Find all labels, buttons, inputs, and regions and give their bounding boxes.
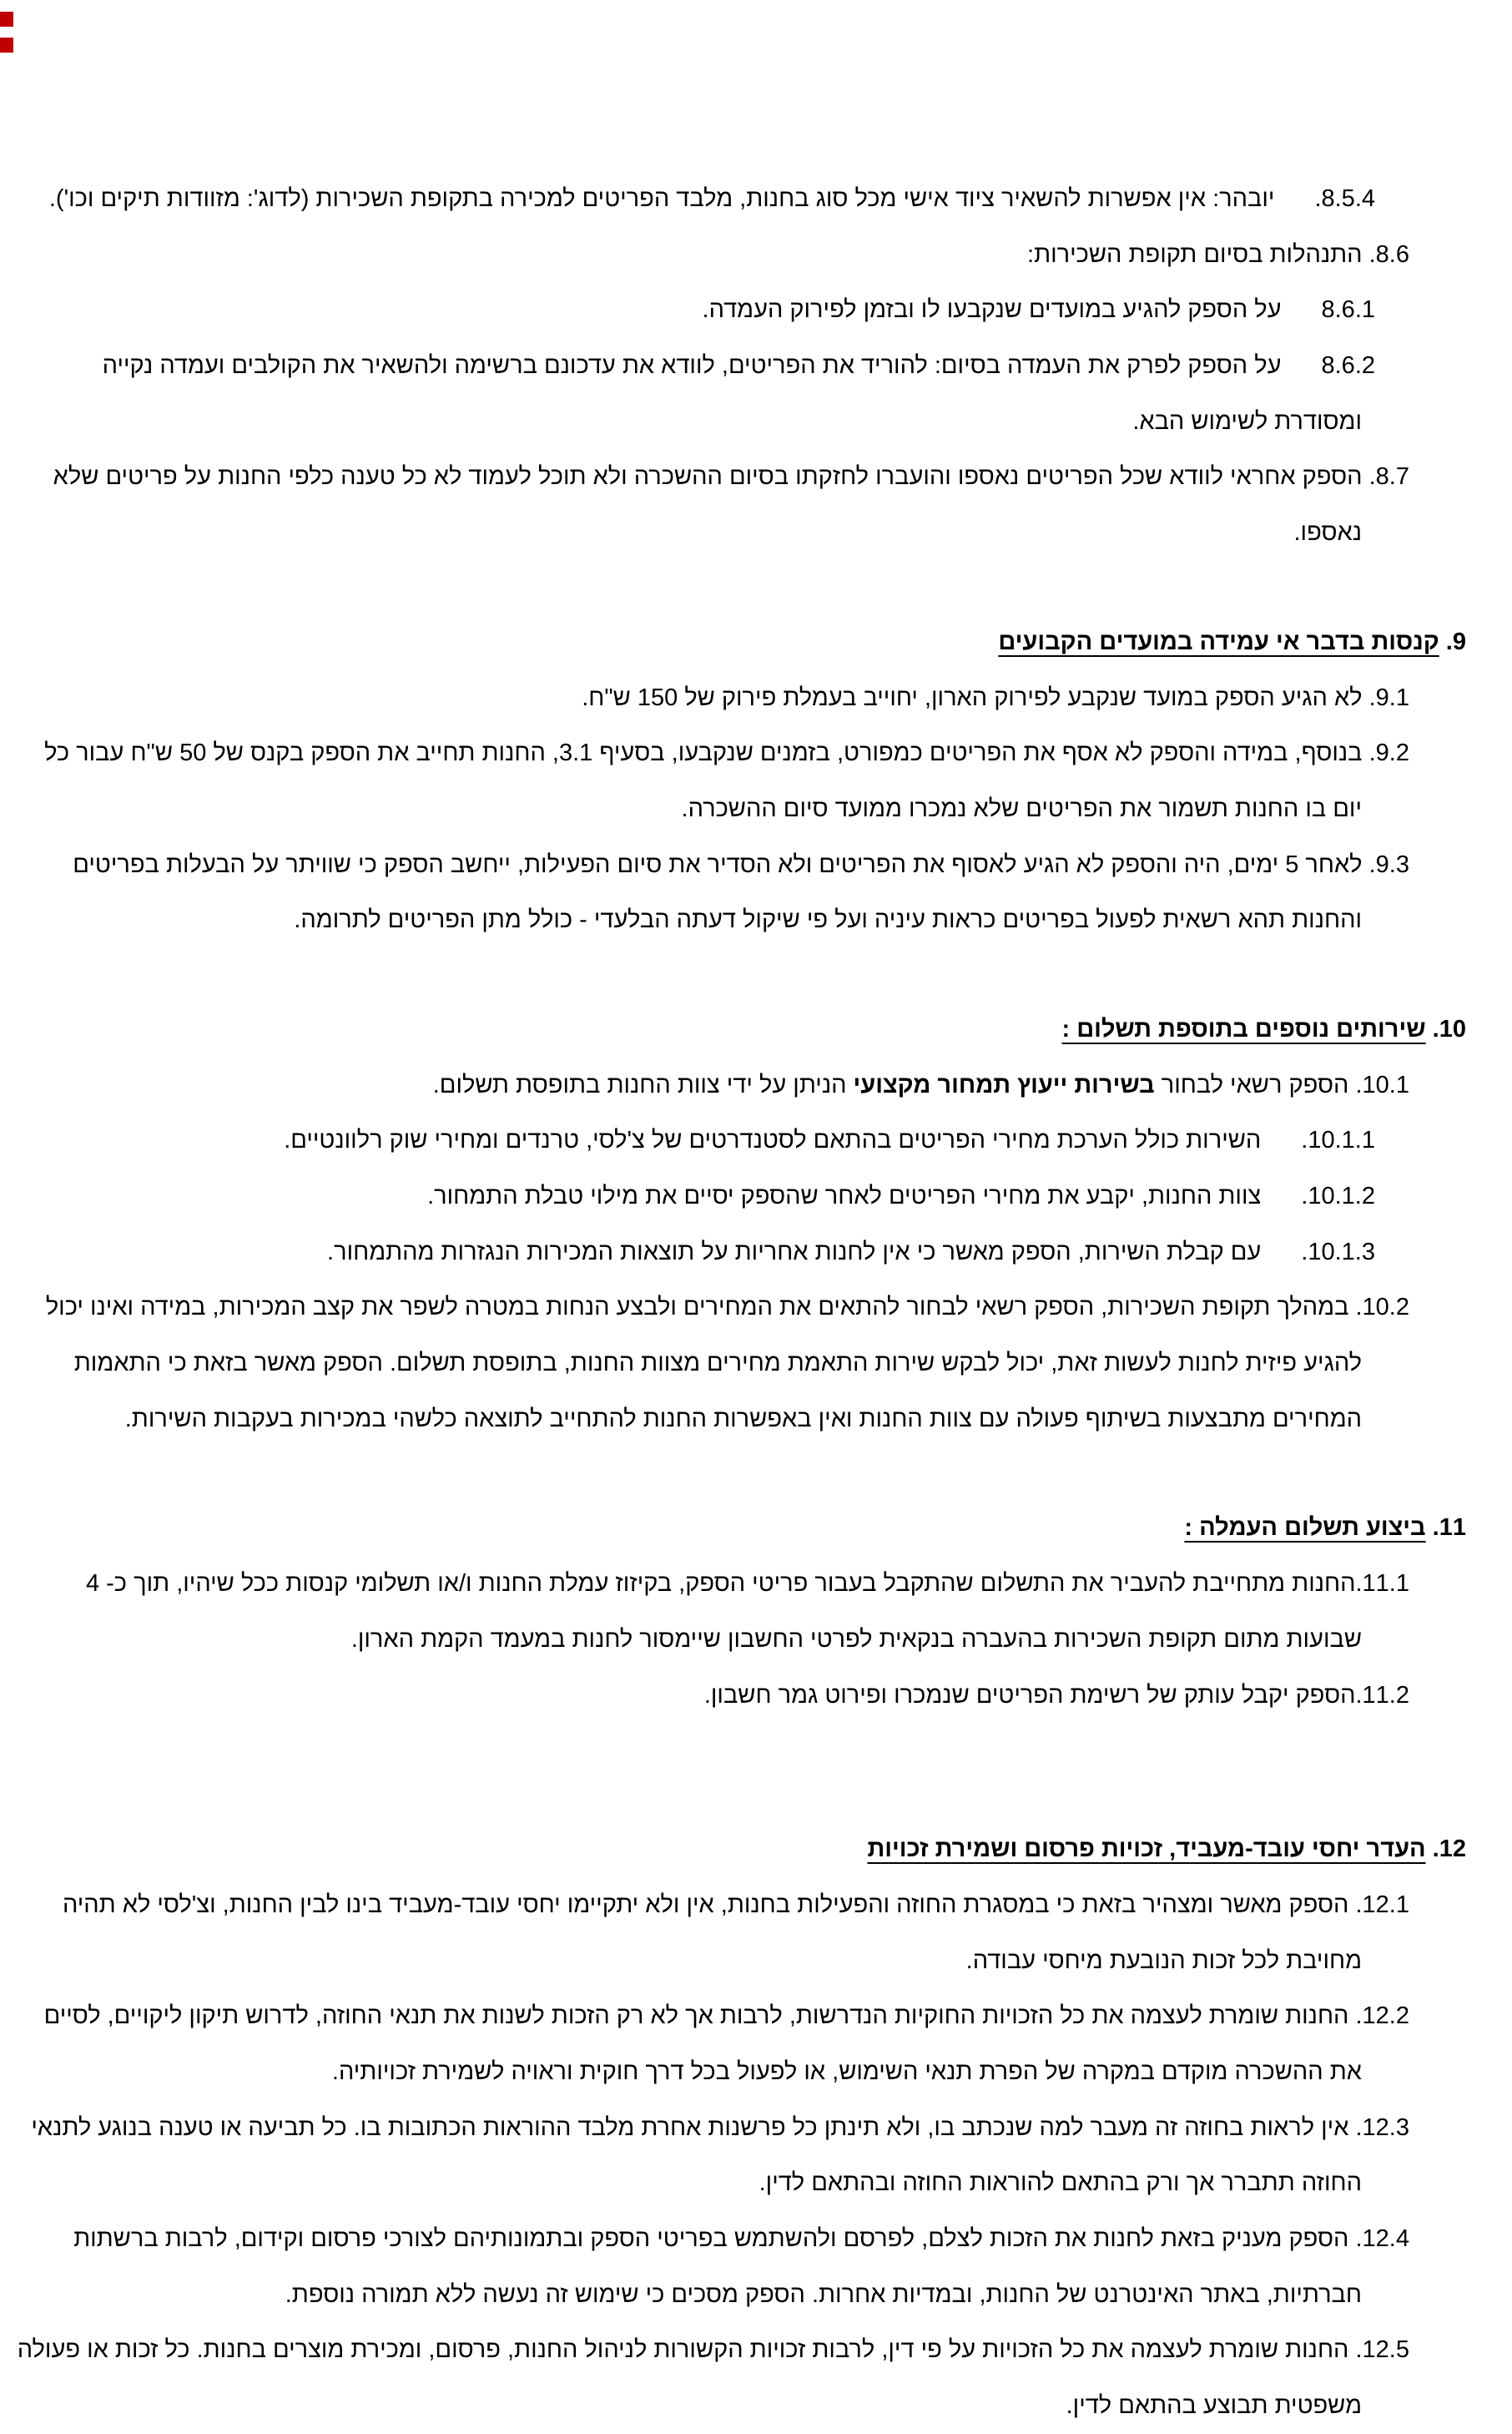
clause-10-2- [13,1280,1466,1447]
clause-number: 10.1.2. [1301,1183,1375,1209]
clause-10-1-3- [13,1225,1466,1280]
clause-text-pre: הספק רשאי לבחור [1154,1071,1349,1098]
clause-number: 10.1.3. [1301,1238,1375,1265]
section-header-12 [13,1821,1466,1877]
clause-number: 8.5.4. [1314,185,1375,212]
clause-8-6-1 [13,282,1466,338]
clause-number: 10.2. [1355,1294,1409,1321]
clause-number: 9.3. [1368,851,1409,878]
clause-number: 11.1. [1355,1570,1409,1598]
clause-number: 9.2. [1368,740,1409,767]
clause-text: לאחר 5 ימים, היה והספק לא הגיע לאסוף את הפריטים ולא הסדיר את סיום הפעילות, ייחשב הספק כי שוויתר על הבעלות בפריטים והחנות תהא רשאית לפעול בפריטים כראות עיניה ועל פי שיקול דעתה הבלעדי - כולל מתן הפריטים לתרומה. [73,851,1363,934]
clause-text: הספק מאשר ומצהיר בזאת כי במסגרת החוזה והפעילות בחנות, אין ולא יתקיימו יחסי עובד-מעביד בינו לבין החנות, וצ'לסי לא תהיה מחויבת לכל זכות הנובעת מיחסי עבודה. [62,1891,1362,1974]
clause-12-5- [13,2322,1466,2433]
clause-11-1- [13,1556,1466,1667]
clause-12-4- [13,2211,1466,2322]
clause-9-2- [13,725,1466,836]
clause-9-1- [13,670,1466,726]
clause-text: על הספק להגיע במועדים שנקבעו לו ובזמן לפירוק העמדה. [702,296,1282,324]
section-number: 11. [1432,1514,1466,1542]
section-number: 12. [1432,1836,1466,1863]
section-header-10 [13,1002,1466,1058]
clause-text: לא הגיע הספק במועד שנקבע לפירוק הארון, יחוייב בעמלת פירוק של 150 ש"ח. [582,684,1363,711]
clause-text: הספק מעניק בזאת לחנות את הזכות לצלם, לפרסם ולהשתמש בפריטי הספק ובתמונותיהם לצורכי פרסום וקידום, לרבות ברשתות חברתיות, באתר האינטרנט של החנות, ובמדיות אחרות. הספק מסכים כי שימוש זה נעשה ללא תמורה נוספת. [73,2225,1362,2308]
clause-text: החנות שומרת לעצמה את כל הזכויות על פי דין, לרבות זכויות הקשורות לניהול החנות, פרסום, ומכירת מוצרים בחנות. כל זכות או פעולה משפטית תבוצע בהתאם לדין. [17,2336,1362,2420]
clause-text: הספק אחראי לוודא שכל הפריטים נאספו והועברו לחזקתו בסיום ההשכרה ולא תוכל לעמוד לא כל טענה כלפי החנות על פריטים שלא נאספו. [53,463,1363,547]
clause-11-2- [13,1668,1466,1724]
clause-9-3- [13,837,1466,948]
clause-number: 11.2. [1355,1681,1409,1709]
clause-8-5-4- [13,171,1466,227]
red-edge-mark-2 [0,38,13,53]
clause-number: 8.6.1 [1321,296,1375,324]
clause-number: 12.4. [1355,2225,1409,2252]
clause-12-3- [13,2100,1466,2211]
section-header-11 [13,1500,1466,1556]
clause-text: במהלך תקופת השכירות, הספק רשאי לבחור להתאים את המחירים ולבצע הנחות במטרה לשפר את קצב המכירות, במידה ואינו יכול להגיע פיזית לחנות לעשות זאת, יכול לבקש שירות התאמת מחירים מצוות החנות, בתופסת תשלום. הספק מאשר בזאת כי התאמות המחירים מתבצעות בשיתוף פעולה עם צוות החנות ואין באפשרות החנות להתחייב לתוצאה כלשהי במכירות בעקבות השירות. [45,1294,1362,1432]
clause-number: 8.6.2 [1321,352,1375,380]
clause-number: 12.2. [1355,2002,1409,2030]
clause-number: 10.1. [1355,1071,1409,1098]
clause-text: בנוסף, במידה והספק לא אסף את הפריטים כמפורט, בזמנים שנקבעו, בסעיף 3.1, החנות תחייב את הספק בקנס של 50 ש"ח עבור כל יום בו החנות תשמור את הפריטים שלא נמכרו ממועד סיום ההשכרה. [44,740,1363,822]
clause-text: עם קבלת השירות, הספק מאשר כי אין לחנות אחריות על תוצאות המכירות הנגזרות מהתמחור. [327,1238,1262,1265]
clause-number: 8.6. [1368,240,1409,268]
clause-text: על הספק לפרק את העמדה בסיום: להוריד את הפריטים, לוודא את עדכונם ברשימה ולהשאיר את הקולבים ועמדה נקייה ומסודרת לשימוש הבא. [102,352,1362,435]
section-title: קנסות בדבר אי עמידה במועדים הקבועים [998,628,1439,655]
section-number: 10. [1432,1015,1466,1043]
clause-number: 12.5. [1355,2336,1409,2364]
section-title: ביצוע תשלום העמלה : [1184,1514,1426,1542]
clause-text: צוות החנות, יקבע את מחירי הפריטים לאחר שהספק יסיים את מילוי טבלת התמחור. [427,1183,1262,1209]
clause-10-1-2- [13,1169,1466,1225]
clause-text-bold: בשירות ייעוץ תמחור מקצועי [853,1071,1155,1098]
clause-text-post: הניתן על ידי צוות החנות בתופסת תשלום. [432,1071,854,1098]
clause-number: 12.1. [1355,1891,1409,1918]
clause-8-6-2 [13,338,1466,449]
section-header-9 [13,614,1466,670]
clause-text: יובהר: אין אפשרות להשאיר ציוד אישי מכל סוג בחנות, מלבד הפריטים למכירה בתקופת השכירות (לדוג': מזוודות תיקים וכו'). [48,185,1275,212]
clause-10-1- [13,1058,1466,1113]
clause-text: הספק יקבל עותק של רשימת הפריטים שנמכרו ופירוט גמר חשבון. [703,1681,1356,1709]
clause-10-1-1- [13,1113,1466,1169]
clause-text: החנות שומרת לעצמה את כל הזכויות החוקיות הנדרשות, לרבות אך לא רק הזכות לשנות את תנאי החוזה, לדרוש תיקון ליקויים, לסיים את ההשכרה מוקדם במקרה של הפרת תנאי השימוש, או לפעול בכל דרך חוקית וראויה לשמירת זכויותיה. [43,2002,1362,2085]
clause-text: החנות מתחייבת להעביר את התשלום שהתקבל בעבור פריטי הספק, בקיזוז עמלת החנות ו/או תשלומי קנסות ככל שיהיו, תוך כ- 4 שבועות מתום תקופת השכירות בהעברה בנקאית לפרטי החשבון שיימסור לחנות במעמד הקמת הארון. [85,1570,1362,1653]
red-edge-mark-1 [0,12,13,27]
section-number: 9. [1445,628,1466,655]
clause-number: 10.1.1. [1301,1127,1375,1154]
clause-12-1- [13,1877,1466,1988]
clause-text: השירות כולל הערכת מחירי הפריטים בהתאם לסטנדרטים של צ'לסי, טרנדים ומחירי שוק רלוונטיים. [284,1127,1262,1154]
section-title: שירותים נוספים בתוספת תשלום : [1061,1015,1426,1043]
clause-number: 8.7. [1368,463,1409,491]
clause-8-7- [13,449,1466,560]
clause-8-6- [13,227,1466,283]
clause-text: התנהלות בסיום תקופת השכירות: [1027,240,1363,268]
clause-number: 9.1. [1368,684,1409,711]
clause-text [433,1072,1349,1098]
clause-text: אין לראות בחוזה זה מעבר למה שנכתב בו, ולא תינתן כל פרשנות אחרת מלבד ההוראות הכתובות בו. כל תביעה או טענה בנוגע לתנאי החוזה תתברר אך ורק בהתאם להוראות החוזה ובהתאם לדין. [31,2113,1362,2197]
clause-number: 12.3. [1355,2113,1409,2141]
section-title: העדר יחסי עובד-מעביד, זכויות פרסום ושמירת זכויות [867,1836,1426,1863]
clause-12-2- [13,1988,1466,2099]
